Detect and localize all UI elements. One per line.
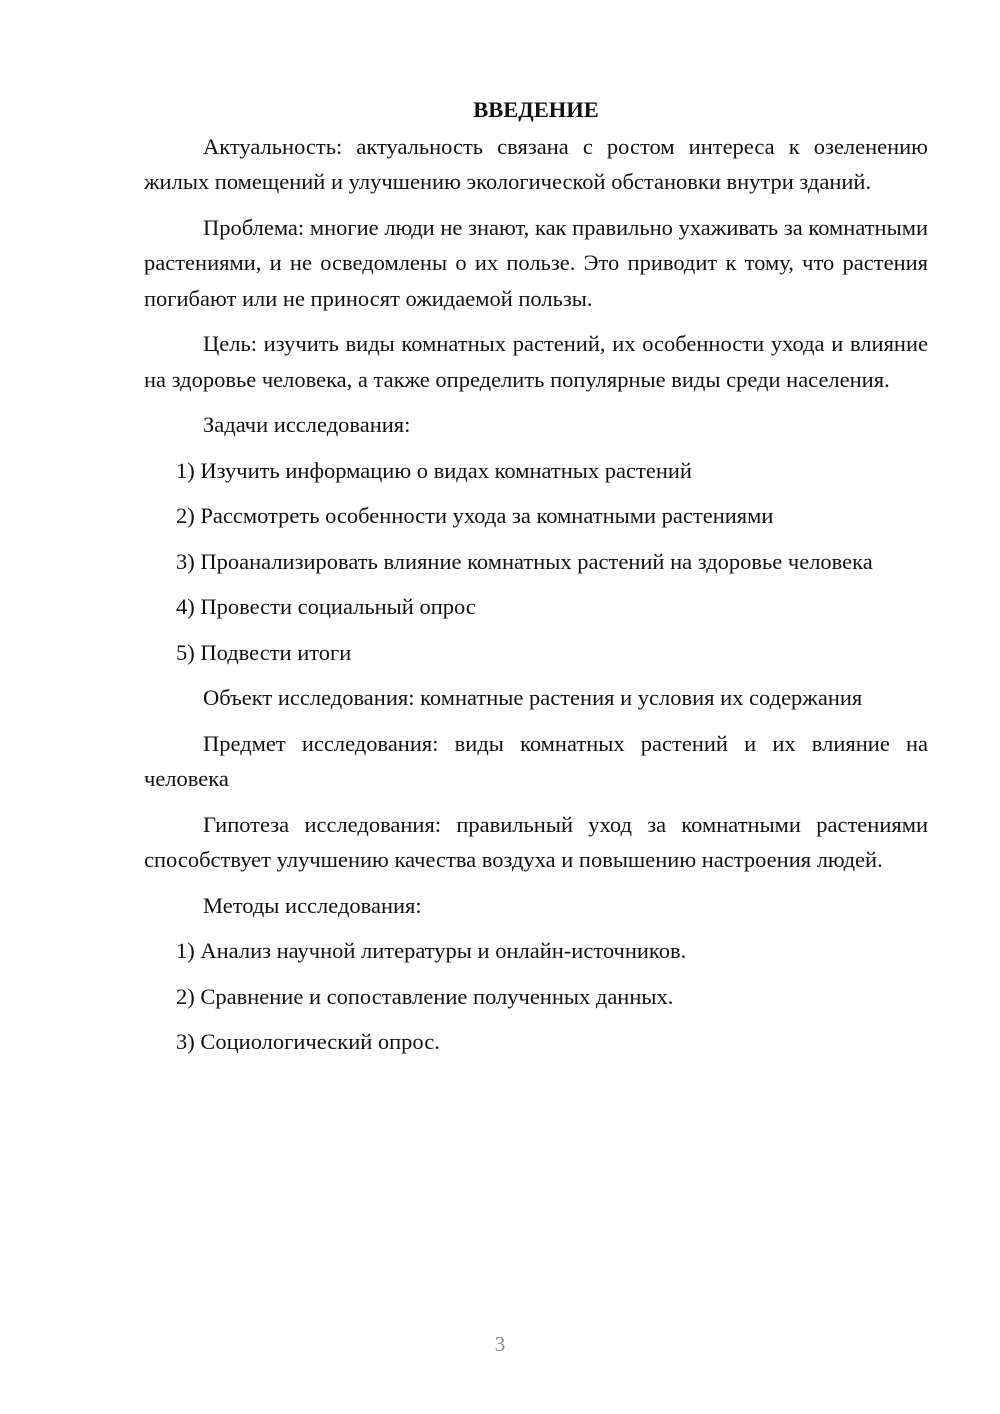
task-item: 4) Провести социальный опрос (176, 594, 476, 619)
page-number: 3 (494, 1332, 506, 1356)
method-item: 2) Сравнение и сопоставление полученных данных. (176, 983, 674, 1009)
task-item: 5) Подвести итоги (176, 639, 352, 665)
problem-paragraph: Проблема: многие люди не знают, как правильно ухаживать за комнатными растениями, и не осведомлены о их пользе. Это приводит к тому, что растения погибают или не приносят ожидаемой пользы. (144, 214, 928, 311)
page-title: ВВЕДЕНИЕ (473, 97, 599, 122)
object-paragraph: Объект исследования: комнатные растения и условия их содержания (203, 685, 863, 710)
method-item: 3) Социологический опрос. (176, 1029, 440, 1054)
task-item: 3) Проанализировать влияние комнатных растений на здоровье человека (176, 548, 873, 574)
methods-heading: Методы исследования: (203, 892, 422, 918)
goal-paragraph: Цель: изучить виды комнатных растений, их особенности ухода и влияние на здоровье человека, а также определить популярные виды среди населения. (144, 331, 928, 392)
task-item: 1) Изучить информацию о видах комнатных растений (176, 457, 692, 483)
method-item: 1) Анализ научной литературы и онлайн-источников. (176, 938, 687, 963)
relevance-paragraph: Актуальность: актуальность связана с ростом интереса к озеленению жилых помещений и улучшению экологической обстановки внутри зданий. (144, 133, 928, 194)
task-item: 2) Рассмотреть особенности ухода за комнатными растениями (176, 503, 774, 528)
hypothesis-paragraph: Гипотеза исследования: правильный уход за комнатными растениями способствует улучшению качества воздуха и повышению настроения людей. (144, 811, 928, 872)
tasks-heading: Задачи исследования: (203, 412, 411, 437)
document-body (144, 92, 928, 1070)
subject-paragraph: Предмет исследования: виды комнатных растений и их влияние на человека (144, 730, 928, 791)
